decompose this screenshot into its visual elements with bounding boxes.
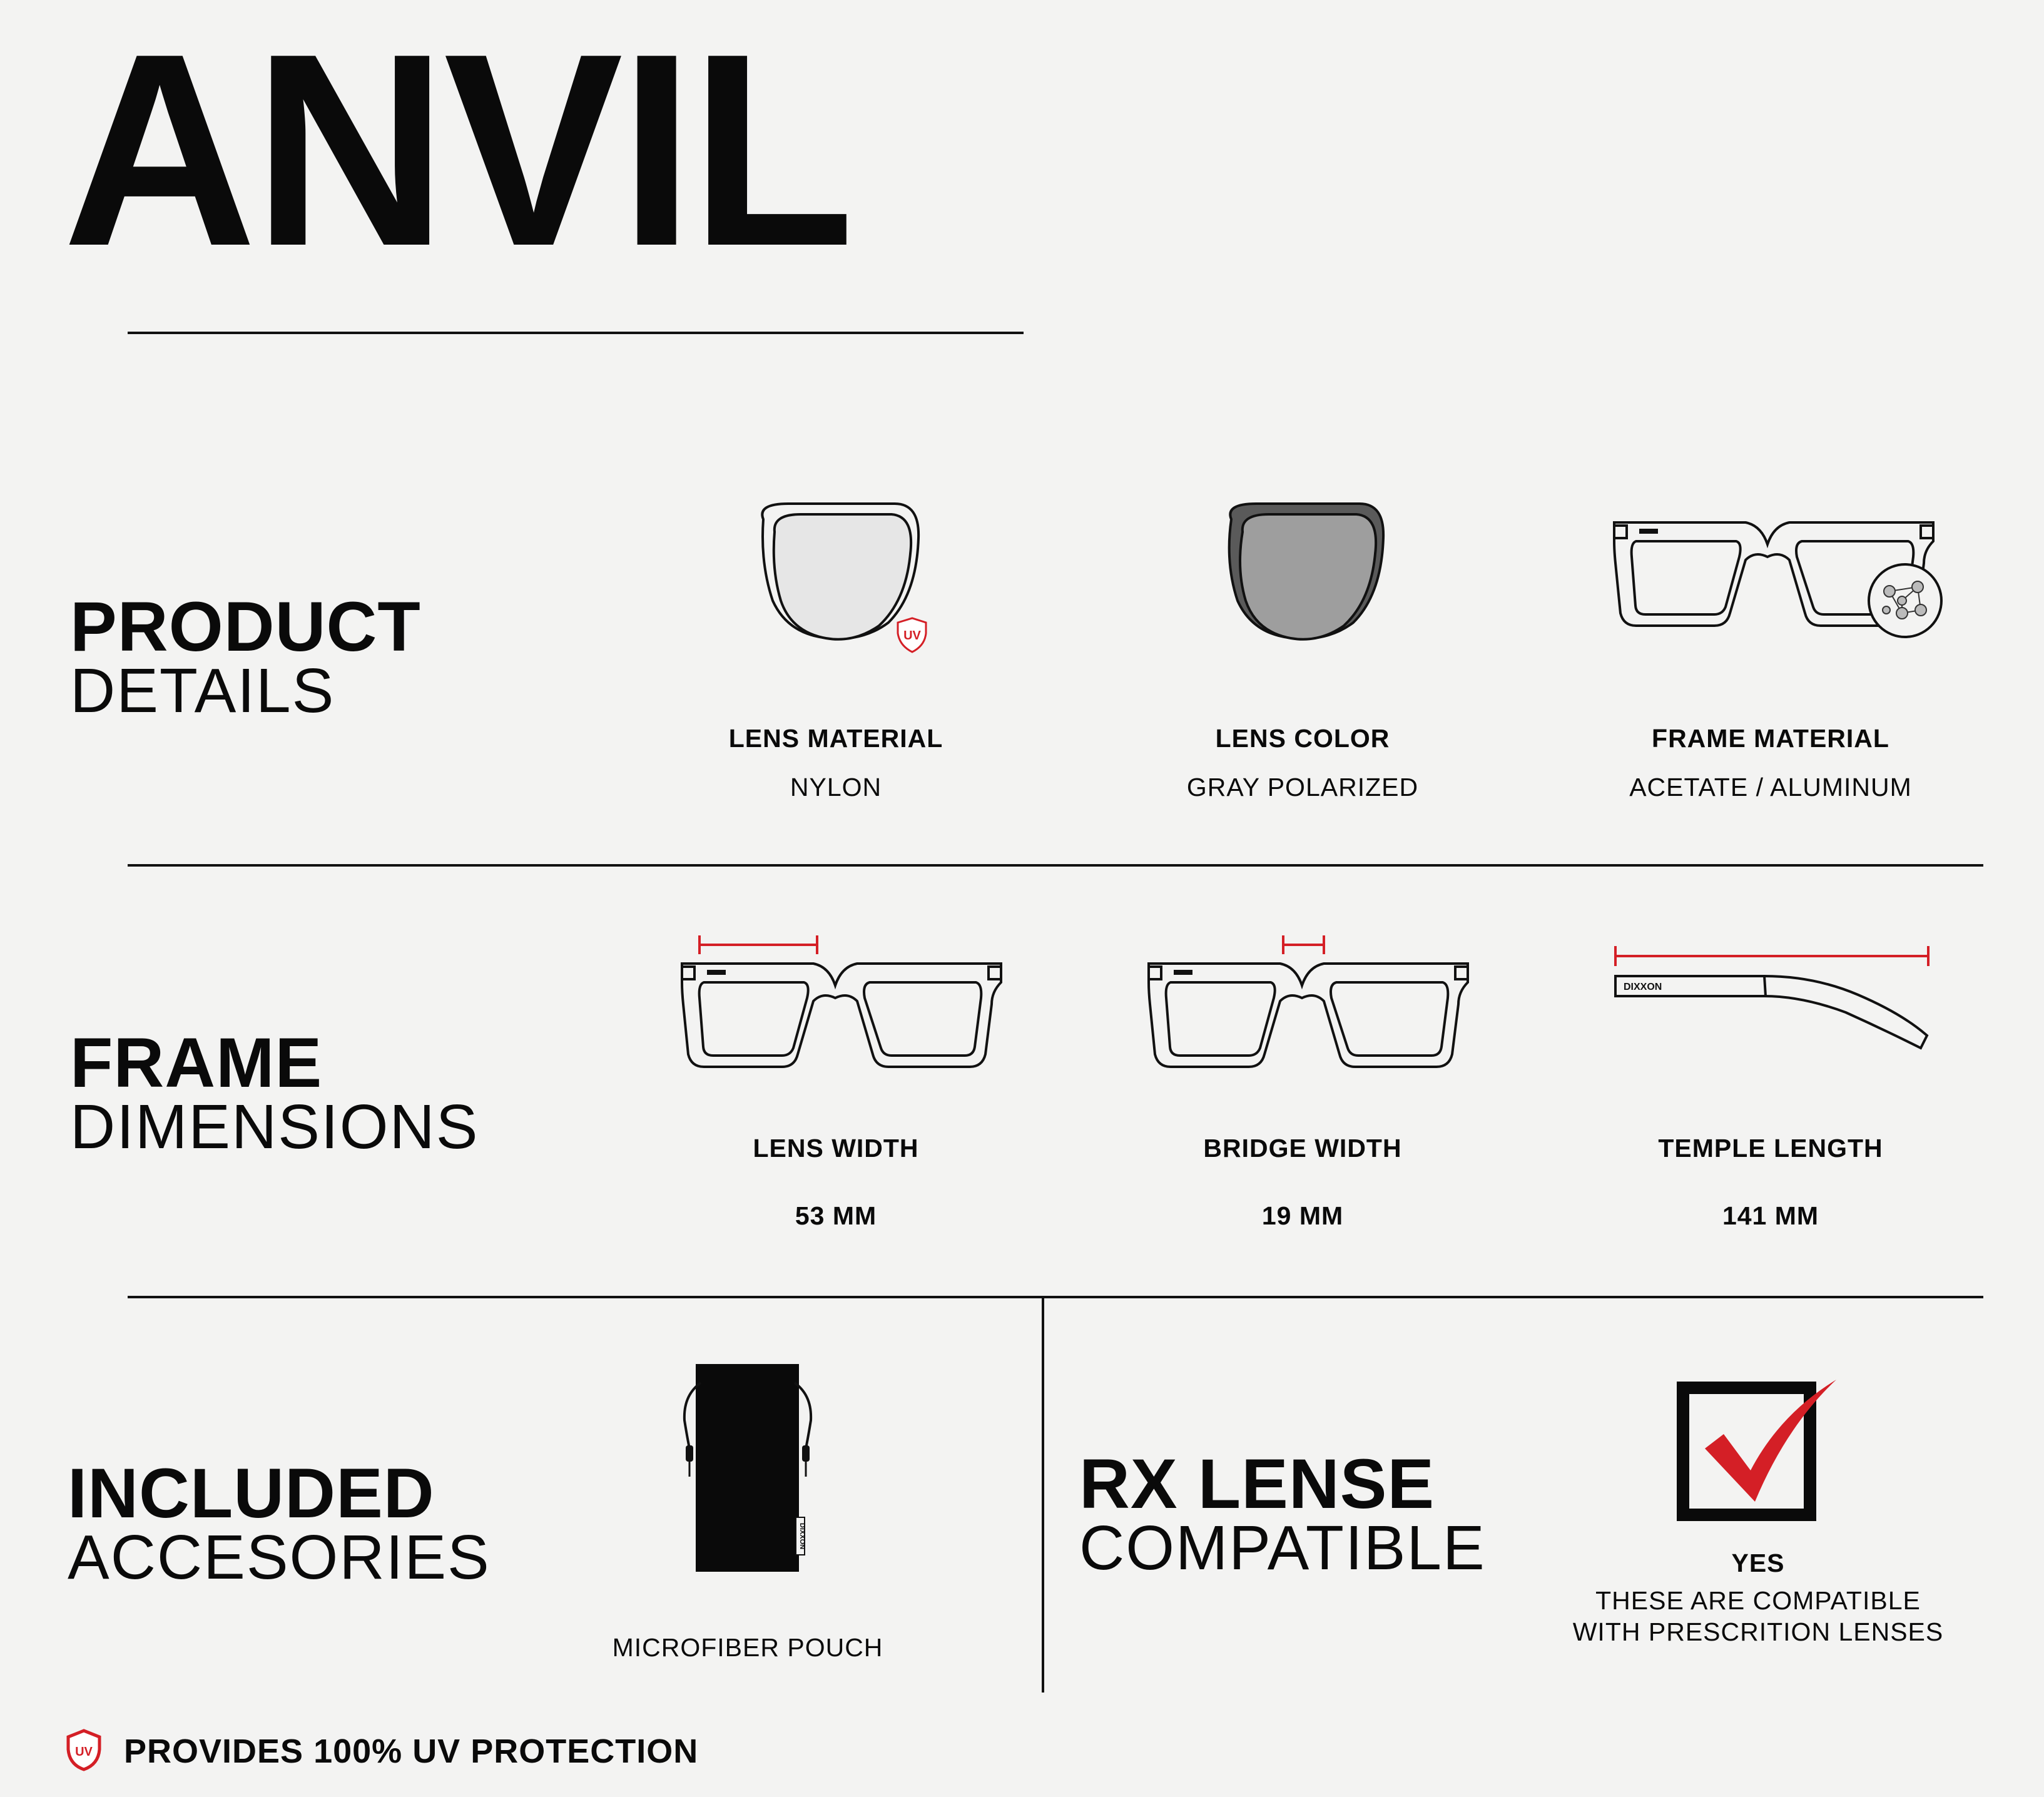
product-details-heading-light: DETAILS: [70, 656, 335, 726]
pouch-icon: [676, 1361, 838, 1574]
page-title: ANVIL: [63, 0, 851, 303]
product-details-heading-bold: PRODUCT: [70, 588, 421, 666]
gray-lens-icon: [1219, 501, 1394, 644]
lens-color-label: LENS COLOR: [1215, 724, 1390, 753]
rx-heading-bold: RX LENSE: [1079, 1445, 1435, 1523]
uv-protection-text: PROVIDES 100% UV PROTECTION: [124, 1733, 699, 1770]
pouch-brand-text: DIXXON: [798, 1522, 806, 1550]
uv-shield-text: UV: [75, 1745, 93, 1759]
frame-dimensions-divider: [128, 1296, 1983, 1298]
accessories-heading-light: ACCESORIES: [68, 1522, 491, 1592]
uv-badge-small-text: UV: [903, 629, 921, 643]
rx-answer: YES: [1731, 1549, 1785, 1577]
temple-length-value: 141 MM: [1722, 1201, 1819, 1230]
lens-width-icon: [676, 932, 1007, 1076]
uv-badge-small-icon: [898, 618, 926, 652]
uv-shield-icon: [65, 1728, 103, 1772]
title-divider: [128, 332, 1024, 334]
temple-length-label: TEMPLE LENGTH: [1658, 1134, 1883, 1163]
lens-color-value: GRAY POLARIZED: [1186, 773, 1419, 802]
bottom-vertical-divider: [1042, 1297, 1044, 1693]
accessories-heading: [68, 1454, 491, 1592]
product-details-divider: [128, 864, 1983, 867]
accessories-heading-bold: INCLUDED: [68, 1454, 435, 1532]
clear-lens-icon: [751, 501, 932, 657]
bridge-width-value: 19 MM: [1261, 1201, 1344, 1230]
rx-heading: [1079, 1445, 1486, 1583]
product-details-heading: [70, 588, 421, 726]
temple-length-icon: [1608, 939, 1940, 1051]
frame-dimensions-heading-bold: FRAME: [70, 1024, 323, 1102]
lens-width-label: LENS WIDTH: [753, 1134, 919, 1163]
microfiber-pouch-label: MICROFIBER POUCH: [612, 1633, 883, 1662]
lens-material-value: NYLON: [790, 773, 882, 802]
lens-material-label: LENS MATERIAL: [728, 724, 943, 753]
frame-material-icon: [1608, 513, 1940, 638]
rx-note-line1: THESE ARE COMPATIBLE: [1595, 1586, 1921, 1615]
bridge-width-icon: [1142, 932, 1474, 1076]
checkbox-checked-icon: [1677, 1377, 1839, 1527]
rx-heading-light: COMPATIBLE: [1079, 1513, 1486, 1583]
rx-note-line2: WITH PRESCRITION LENSES: [1572, 1617, 1944, 1646]
frame-material-label: FRAME MATERIAL: [1652, 724, 1889, 753]
temple-brand-text: DIXXON: [1624, 982, 1662, 992]
frame-dimensions-heading: [70, 1024, 479, 1162]
bridge-width-label: BRIDGE WIDTH: [1203, 1134, 1402, 1163]
frame-material-value: ACETATE / ALUMINUM: [1629, 773, 1912, 802]
frame-dimensions-heading-light: DIMENSIONS: [70, 1092, 479, 1162]
lens-width-value: 53 MM: [795, 1201, 877, 1230]
